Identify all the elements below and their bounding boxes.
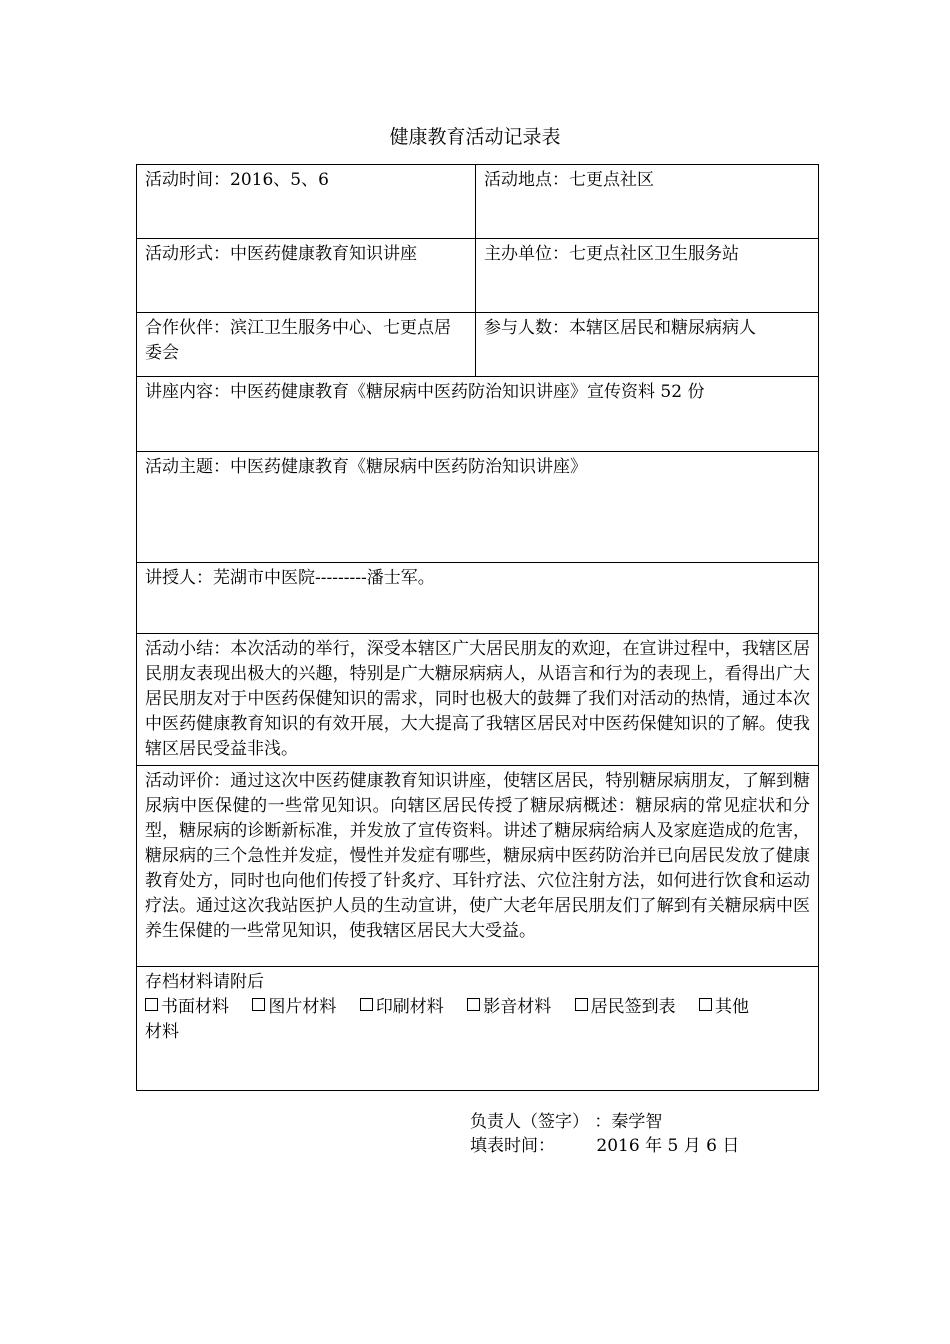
- record-form-table: [136, 164, 819, 1091]
- fill-date: [470, 1134, 739, 1159]
- activity-summary-cell: 活动小结：本次活动的举行，深受本辖区广大居民朋友的欢迎，在宣讲过程中，我辖区居民朋友表现出极大的兴趣，特别是广大糖尿病病人，从语言和行为的表现上，看得出广大居民朋友对于中医药保健知识的需求，同时也极大的鼓舞了我们对活动的热情，通过本次中医药健康教育知识的有效开展，大大提高了我辖区居民对中医药保健知识的了解。使我辖区居民受益非浅。: [137, 634, 819, 766]
- host-unit-cell: 主办单位：七更点社区卫生服务站: [476, 239, 819, 313]
- participants-cell: 参与人数：本辖区居民和糖尿病病人: [476, 313, 819, 377]
- activity-theme-cell: 活动主题：中医药健康教育《糖尿病中医药防治知识讲座》: [137, 452, 819, 563]
- partner-cell: 合作伙伴：滨江卫生服务中心、七更点居委会: [137, 313, 476, 377]
- activity-evaluation-cell: 活动评价：通过这次中医药健康教育知识讲座，使辖区居民，特别糖尿病朋友，了解到糖尿病中医保健的一些常见知识。向辖区居民传授了糖尿病概述：糖尿病的常见症状和分型，糖尿病的诊断新标准，并发放了宣传资料。讲述了糖尿病给病人及家庭造成的危害，糖尿病的三个急性并发症，慢性并发症有哪些，糖尿病中医药防治并已向居民发放了健康教育处方，同时也向他们传授了针炙疗、耳针疗法、穴位注射方法，如何进行饮食和运动疗法。通过这次我站医护人员的生动宣讲，使广大老年居民朋友们了解到有关糖尿病中医养生保健的一些常见知识，使我辖区居民大大受益。: [137, 766, 819, 967]
- archive-heading: 存档材料请附后: [145, 972, 264, 992]
- checkbox-icon: [145, 998, 158, 1011]
- checkbox-icon: [575, 998, 588, 1011]
- archive-tail: 材料: [145, 1022, 179, 1042]
- checkbox-icon: [252, 998, 265, 1011]
- checkbox-icon: [360, 998, 373, 1011]
- activity-form-cell: 活动形式：中医药健康教育知识讲座: [137, 239, 476, 313]
- fill-date-value: 2016 年 5 月 6 日: [596, 1136, 740, 1156]
- archive-option-audiovisual[interactable]: 影音材料: [467, 997, 551, 1017]
- fill-date-label: 填表时间：: [470, 1136, 555, 1156]
- checkbox-icon: [467, 998, 480, 1011]
- activity-time-cell: 活动时间：2016、5、6: [137, 165, 476, 239]
- archive-option-signin-sheet[interactable]: 居民签到表: [575, 997, 676, 1017]
- archive-options: [145, 995, 810, 1020]
- lecturer-cell: 讲授人：芜湖市中医院---------潘士军。: [137, 563, 819, 634]
- checkbox-icon: [699, 998, 712, 1011]
- lecture-content-cell: 讲座内容：中医药健康教育《糖尿病中医药防治知识讲座》宣传资料 52 份: [137, 377, 819, 452]
- archive-option-printed[interactable]: 印刷材料: [360, 997, 444, 1017]
- activity-place-cell: 活动地点：七更点社区: [476, 165, 819, 239]
- archive-option-other[interactable]: 其他: [699, 997, 749, 1017]
- responsible-signature: 负责人（签字） ：秦学智: [470, 1112, 663, 1132]
- archive-materials-cell: [137, 967, 819, 1091]
- archive-option-pictures[interactable]: 图片材料: [252, 997, 336, 1017]
- archive-option-written[interactable]: 书面材料: [145, 997, 229, 1017]
- page-title: 健康教育活动记录表: [389, 126, 561, 148]
